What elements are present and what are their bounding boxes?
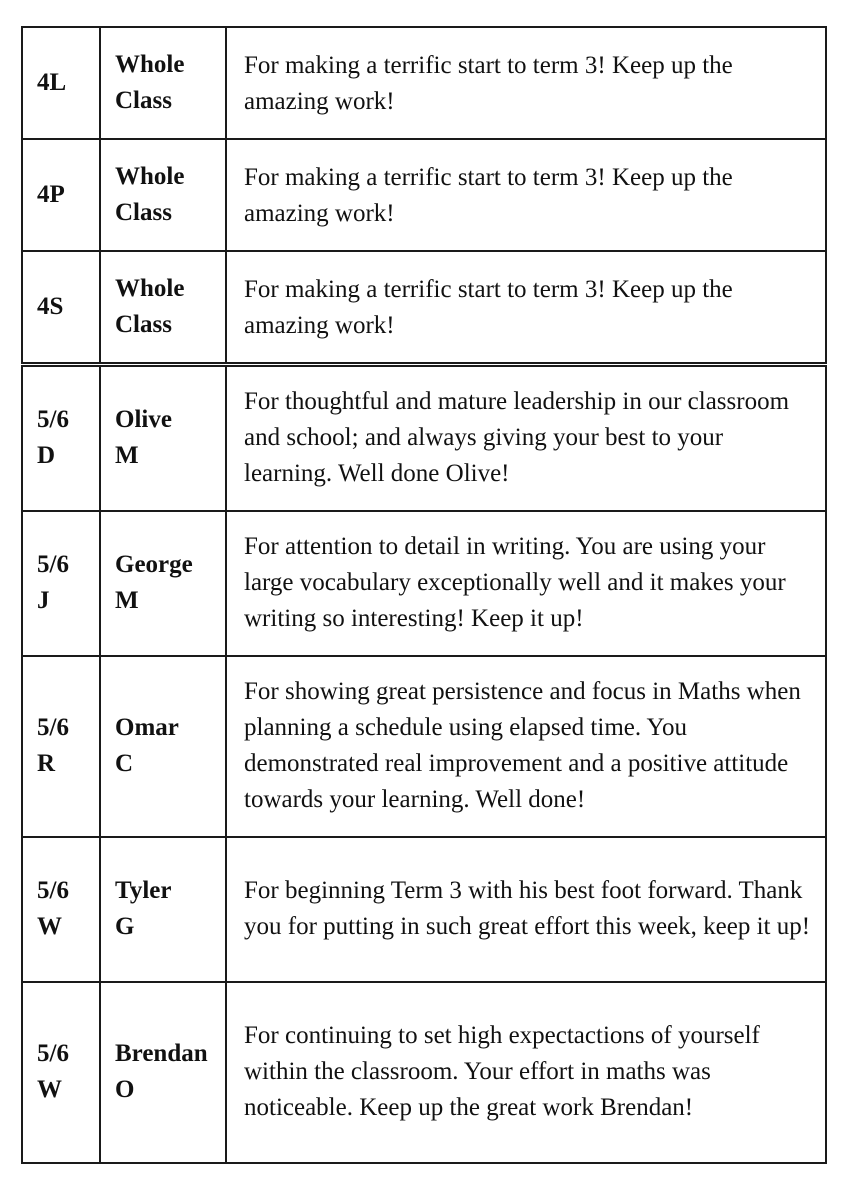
message-text: For making a terrific start to term 3! Keep up the amazing work! — [244, 52, 733, 115]
name-line2: Class — [115, 199, 172, 226]
class-line1: 5/6 — [37, 406, 69, 434]
table-row — [22, 511, 826, 656]
class-line1: 5/6 — [37, 1040, 69, 1067]
name-line2: M — [115, 587, 139, 614]
name-line1: Whole — [115, 51, 185, 78]
class-cell — [22, 365, 100, 511]
class-line2: W — [37, 913, 62, 940]
table-row — [22, 982, 826, 1163]
message-cell — [226, 982, 826, 1163]
class-line2: W — [37, 1076, 62, 1103]
name-line2: G — [115, 913, 135, 940]
message-text: For making a terrific start to term 3! Keep up the amazing work! — [244, 164, 733, 227]
class-cell — [22, 837, 100, 982]
table-row — [22, 837, 826, 982]
class-label: 4S — [37, 293, 64, 320]
message-cell — [226, 511, 826, 656]
table-row — [22, 365, 826, 511]
message-cell — [226, 365, 826, 511]
class-label: 4L — [37, 69, 67, 96]
class-cell — [22, 511, 100, 656]
class-line1: 5/6 — [37, 714, 69, 741]
class-cell — [22, 656, 100, 837]
name-cell — [100, 982, 226, 1163]
table-row — [22, 656, 826, 837]
class-cell — [22, 982, 100, 1163]
name-cell — [100, 511, 226, 656]
name-line2: M — [115, 442, 139, 470]
name-line2: Class — [115, 87, 172, 114]
class-line1: 5/6 — [37, 551, 69, 578]
class-label: 4P — [37, 181, 65, 208]
class-line2: R — [37, 750, 56, 777]
message-cell — [226, 837, 826, 982]
message-text: For continuing to set high expectactions of yourself within the classroom. Your effort in maths was noticeable. Keep up the great work Brendan! — [244, 1022, 760, 1121]
message-cell — [226, 251, 826, 365]
message-cell — [226, 139, 826, 251]
class-cell — [22, 251, 100, 365]
name-line1: Whole — [115, 275, 185, 302]
message-cell — [226, 656, 826, 837]
name-line2: O — [115, 1076, 135, 1103]
class-cell — [22, 27, 100, 139]
name-cell — [100, 251, 226, 365]
message-text: For showing great persistence and focus in Maths when planning a schedule using elapsed time. You demonstrated real improvement and a positive attitude towards your learning. Well done! — [244, 678, 801, 813]
message-text: For thoughtful and mature leadership in our classroom and school; and always giving your best to your learning. Well done Olive! — [244, 388, 790, 488]
class-line1: 5/6 — [37, 877, 69, 904]
table-row — [22, 251, 826, 365]
name-cell — [100, 365, 226, 511]
message-text: For beginning Term 3 with his best foot forward. Thank you for putting in such great effort this week, keep it up! — [244, 877, 811, 940]
table-row — [22, 139, 826, 251]
name-cell — [100, 837, 226, 982]
name-cell — [100, 27, 226, 139]
name-line2: C — [115, 750, 134, 777]
name-line2: Class — [115, 311, 172, 338]
name-cell — [100, 139, 226, 251]
class-cell — [22, 139, 100, 251]
name-line1: Tyler — [115, 877, 172, 904]
name-line1: Omar — [115, 714, 179, 741]
message-cell — [226, 27, 826, 139]
awards-table-container — [21, 26, 827, 1164]
name-line1: Brendan — [115, 1040, 208, 1067]
awards-table — [21, 26, 827, 1164]
class-line2: D — [37, 442, 56, 470]
message-text: For making a terrific start to term 3! Keep up the amazing work! — [244, 276, 733, 339]
name-line1: Whole — [115, 163, 185, 190]
name-line1: Olive — [115, 406, 172, 434]
class-line2: J — [37, 587, 50, 614]
table-row — [22, 27, 826, 139]
name-line1: George — [115, 551, 193, 578]
name-cell — [100, 656, 226, 837]
message-text: For attention to detail in writing. You are using your large vocabulary exceptionally well and it makes your writing so interesting! Keep it up! — [244, 533, 786, 632]
